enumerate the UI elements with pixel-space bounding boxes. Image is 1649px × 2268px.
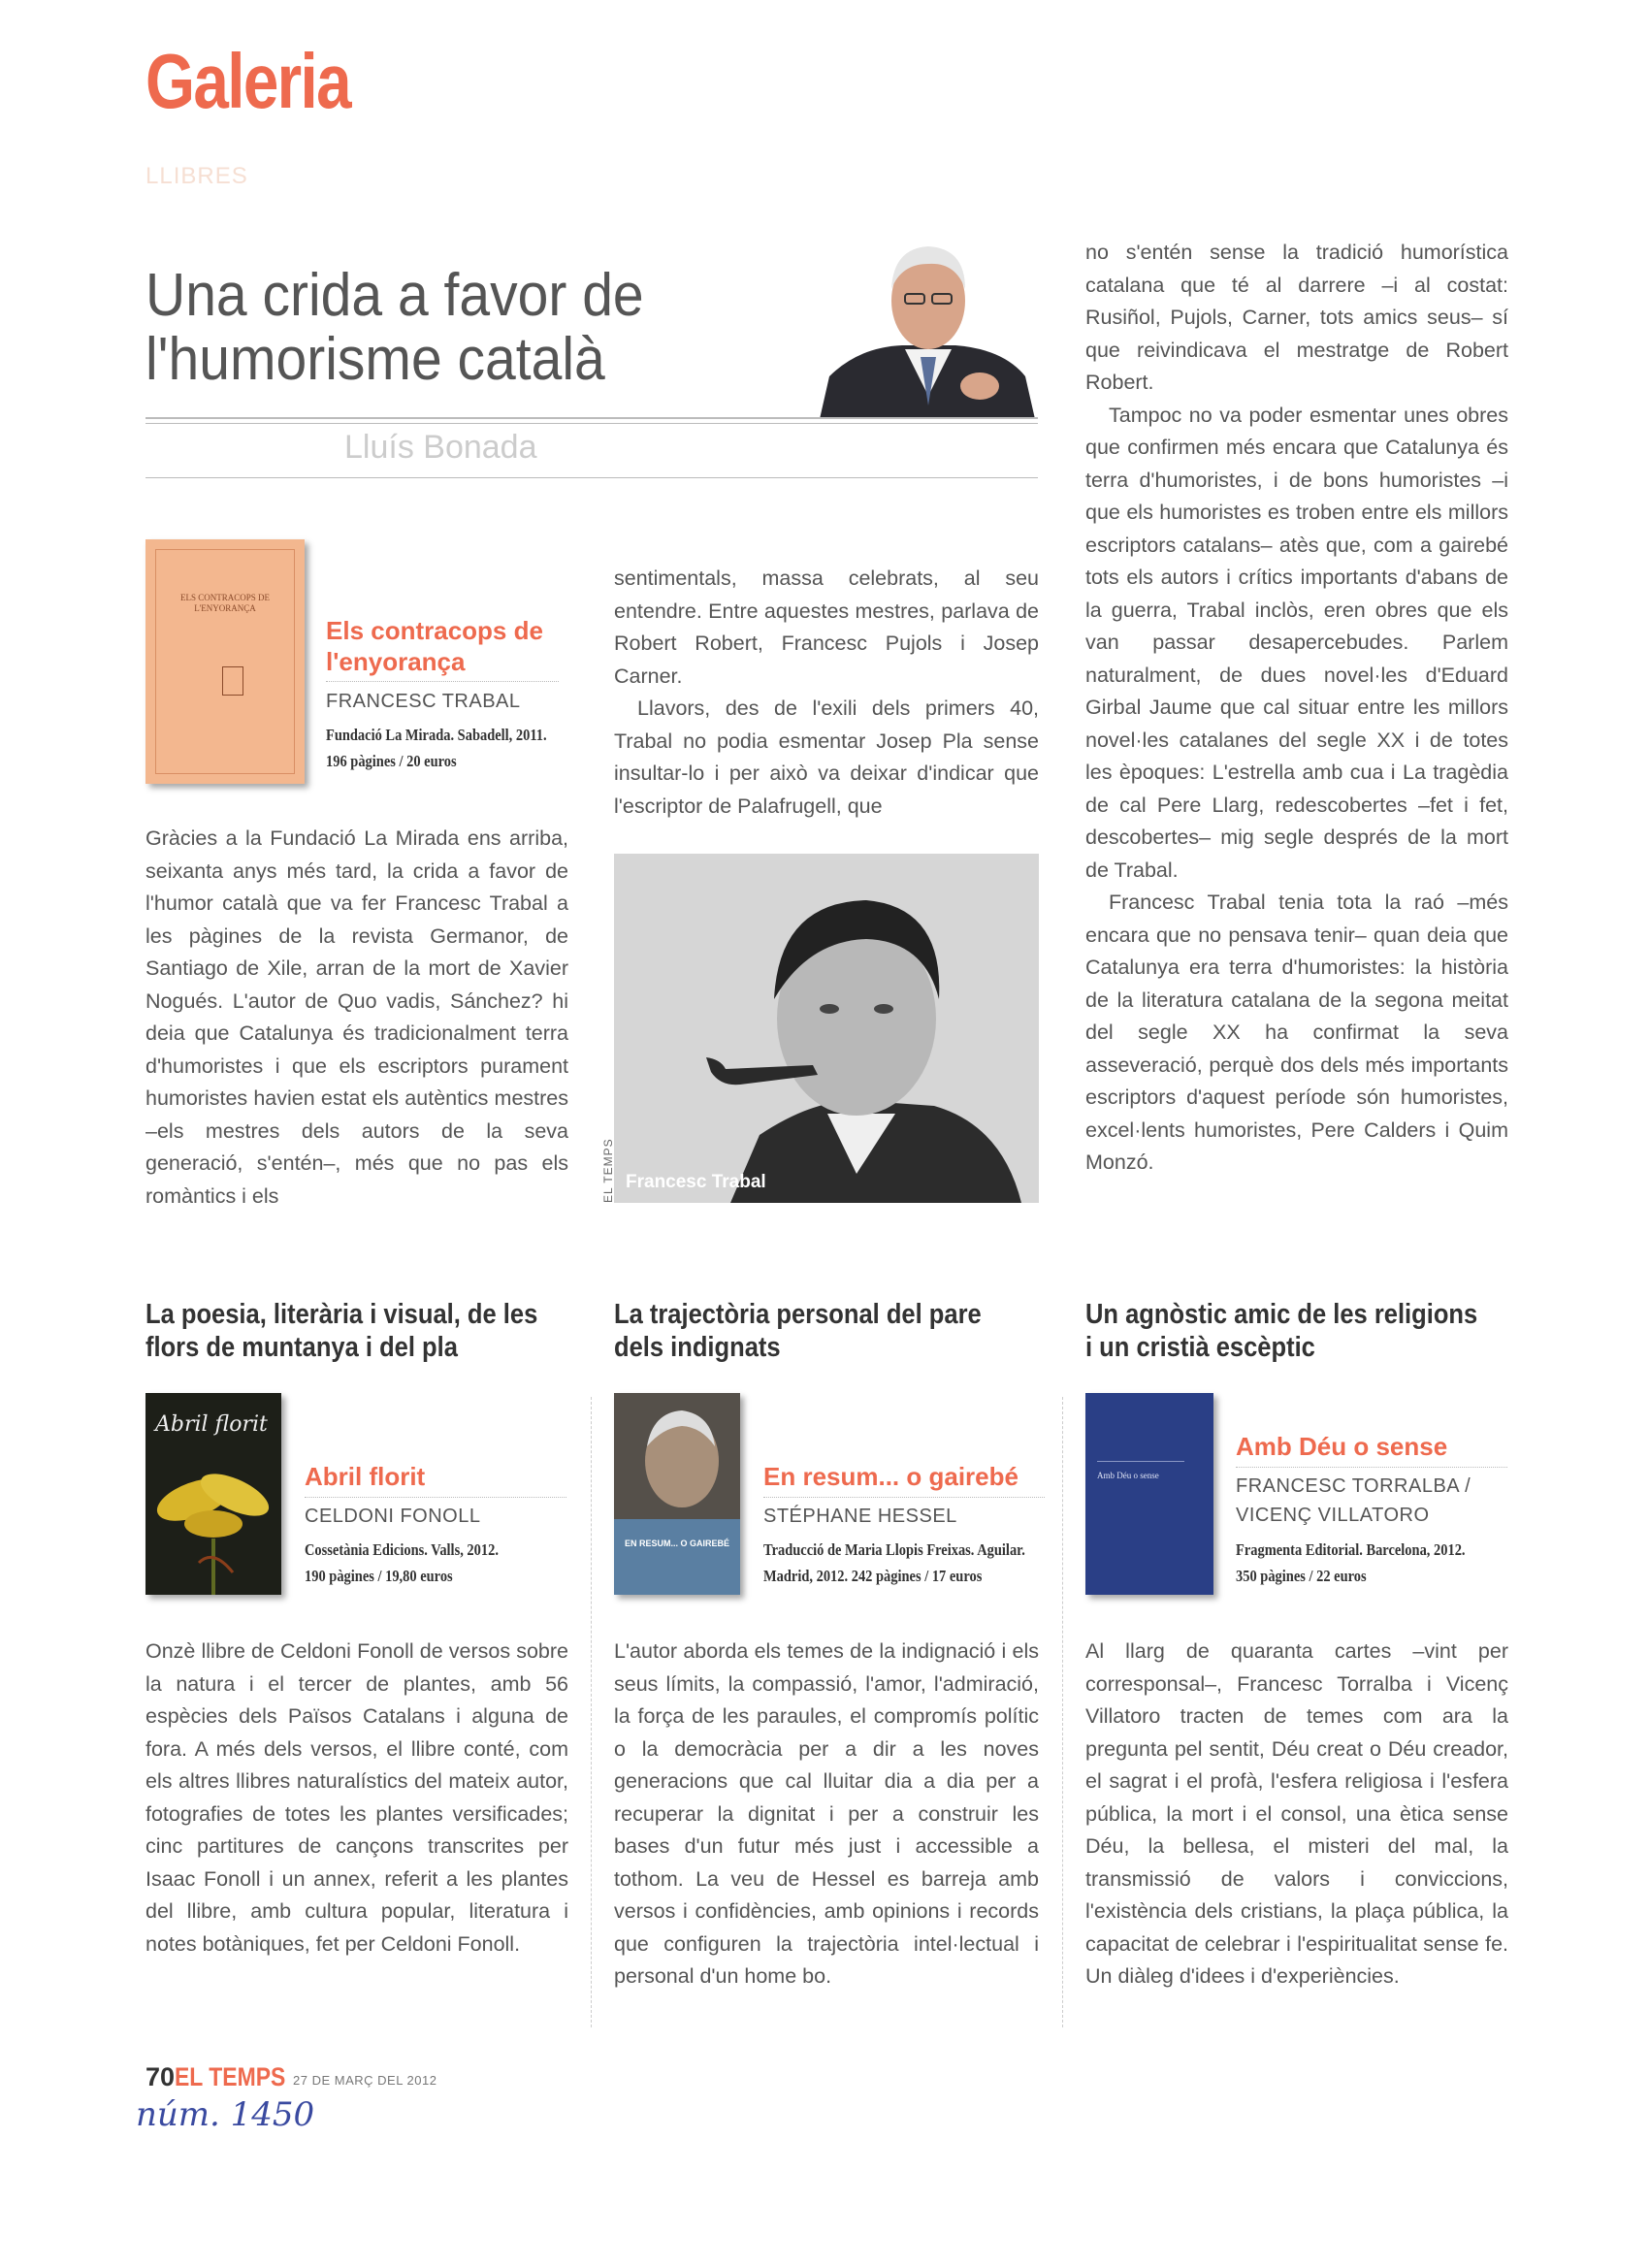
column-divider: [591, 1397, 592, 2027]
review-info-rule: [763, 1497, 1045, 1498]
headline-rule: [146, 417, 1038, 419]
review-book-title: Abril florit: [305, 1462, 426, 1491]
cover-title: Amb Déu o sense: [1097, 1471, 1159, 1480]
review-book-publisher: Fragmenta Editorial. Barcelona, 2012.: [1236, 1540, 1466, 1559]
review-paragraph: Onzè llibre de Celdoni Fonoll de versos sobre la natura i el tercer de plantes, amb 56 espècies dels Països Catalans i alguna de fora. A més dels versos, el llibre conté, com els altres llibres naturalístics del mateix autor, fotografies de totes les plantes versificades; cinc partitures de cançons transcrites per Isaac Fonoll i un annex, referit a les plantes del llibre, amb cultura popular, literatura i notes botàniques, fet per Celdoni Fonoll.: [146, 1639, 568, 1956]
section-label: LLIBRES: [146, 163, 248, 189]
review-book-author: STÉPHANE HESSEL: [763, 1506, 957, 1527]
review-book-author: FRANCESC TORRALBA / VICENÇ VILLATORO: [1236, 1475, 1471, 1526]
book-details: 196 pàgines / 20 euros: [326, 752, 457, 770]
review-body: [614, 1636, 1039, 2024]
review-book-details: Madrid, 2012. 242 pàgines / 17 euros: [763, 1567, 983, 1585]
review-book-title: Amb Déu o sense: [1236, 1432, 1448, 1461]
review-heading: La poesia, literària i visual, de les flors de muntanya i del pla: [146, 1299, 538, 1363]
magazine-name: EL TEMPS: [175, 2062, 286, 2091]
photo-caption: Francesc Trabal: [626, 1172, 766, 1192]
photo-credit: EL TEMPS: [601, 1138, 615, 1203]
article-paragraph: Gràcies a la Fundació La Mirada ens arriba, seixanta anys més tard, la crida a favor de l'humor català que va fer Francesc Trabal a les pàgines de la revista Germanor, de Santiago de Xile, arran de la mort de Xavier Nogués. L'autor de Quo vadis, Sánchez? hi deia que Catalunya és tradicionalment terra d'humoristes i que els escriptors purament humoristes havien estat els autèntics mestres –els mestres dels autors de la seva generació, s'entén–, més que no pas els romàntics i els: [146, 826, 568, 1208]
book-author: FRANCESC TRABAL: [326, 691, 521, 712]
article-paragraph: Llavors, des de l'exili dels primers 40, Trabal no podia esmentar Josep Pla sense insultar-lo i per això va deixar d'indicar que l'escriptor de Palafrugell, que: [614, 697, 1039, 818]
issue-date: 27 DE MARÇ DEL 2012: [293, 2073, 437, 2088]
review-info-rule: [305, 1497, 566, 1498]
author-portrait: [820, 241, 1035, 419]
review-book-publisher: Traducció de Maria Llopis Freixas. Aguilar.: [763, 1540, 1025, 1559]
review-heading: Un agnòstic amic de les religions i un cristià escèptic: [1085, 1299, 1478, 1363]
flower-cover-icon: [146, 1393, 281, 1595]
cover-title: EN RESUM... O GAIREBÉ: [624, 1539, 729, 1548]
review-paragraph: L'autor aborda els temes de la indignació i els seus límits, la compassió, l'amor, l'admiració, la força de les paraules, el compromís polític o la democràcia per a dir a les noves generacions que cal lluitar dia a dia per a recuperar la dignitat i per a construir les bases d'un futur més just i accessible a tothom. La veu de Hessel es barreja amb versos i confidències, amb opinions i records que configuren la trajectòria intel·lectual i personal d'un home bo.: [614, 1639, 1039, 1988]
article-paragraph: Francesc Trabal tenia tota la raó –més encara que no pensava tenir– quan deia que Catalunya era terra d'humoristes: la història de la literatura catalana de la segona meitat del segle XX ha confirmat la seva asseveració, perquè dos dels més importants escriptors d'aquest període són humoristes, excel·lents humoristes, Pere Calders i Quim Monzó.: [1085, 891, 1508, 1174]
cover-title: Abril florit: [155, 1412, 268, 1437]
trabal-portrait-icon: [614, 854, 1039, 1203]
book-cover-en-resum: [614, 1393, 740, 1595]
byline-rule: [146, 477, 1038, 478]
column-divider: [1062, 1397, 1063, 2027]
review-book-publisher: Cossetània Edicions. Valls, 2012.: [305, 1540, 499, 1559]
review-heading: La trajectòria personal del pare dels indignats: [614, 1299, 982, 1363]
book-cover-abril-florit: [146, 1393, 281, 1595]
portrait-photo-icon: [820, 241, 1035, 419]
article-column-1: [146, 823, 568, 1216]
article-paragraph: no s'entén sense la tradició humorística catalana que té al darrere –i al costat: Rusiñol, Pujols, Carner, tots amics seus– sí que reivindicava el mestratge de Robert Robert.: [1085, 241, 1508, 394]
article-paragraph: Tampoc no va poder esmentar unes obres que confirmen més encara que Catalunya és terra d'humoristes, i de bons humoristes –i que els humoristes es troben entre els millors escriptors catalans– atès que, com a gairebé tots els autors i crítics importants d'abans de la guerra, Trabal inclòs, eren obres que els van passar desapercebudes. Parlem naturalment, de dues novel·les d'Eduard Girbal Jaume que cal situar entre les millors novel·les catalanes del segle XX i de totes les èpoques: L'estrella amb cua i La tragèdia de cal Pere Llarg, redescobertes –fet i fet, descobertes– mig segle després de la mort de Trabal.: [1085, 403, 1508, 882]
review-body: [1085, 1636, 1508, 2024]
page-number: 70: [146, 2062, 176, 2091]
book-title: Els contracops de l'enyorança: [326, 616, 543, 676]
review-paragraph: Al llarg de quaranta cartes –vint per corresponsal–, Francesc Torralba i Vicenç Villatoro tracten de temes com ara la pregunta pel sentit, Déu creat o Déu creador, el sagrat i el profà, l'esfera religiosa i l'esfera pública, la mort i el consol, una ètica sense Déu, la bellesa, el misteri del mal, la transmissió de valors i conviccions, l'existència dels cristians, la plaça pública, la capacitat de celebrar i l'espiritualitat sense fe. Un diàleg d'idees i d'experiències.: [1085, 1639, 1508, 1988]
article-paragraph: sentimentals, massa celebrats, al seu entendre. Entre aquestes mestres, parlava de Robert Robert, Francesc Pujols i Josep Carner.: [614, 567, 1039, 688]
article-headline: Una crida a favor de l'humorisme català: [146, 262, 644, 393]
byline: Lluís Bonada: [344, 429, 537, 466]
review-book-details: 190 pàgines / 19,80 euros: [305, 1567, 453, 1585]
section-title: Galeria: [146, 38, 350, 124]
handwritten-note: núm. 1450: [136, 2095, 315, 2134]
cover-emblem-icon: [222, 666, 243, 696]
book-info-rule: [326, 681, 559, 682]
review-book-title: En resum... o gairebé: [763, 1462, 1018, 1491]
trabal-photo: [614, 854, 1039, 1203]
review-book-details: 350 pàgines / 22 euros: [1236, 1567, 1367, 1585]
book-cover-amb-deu: [1085, 1393, 1213, 1595]
review-info-rule: [1236, 1467, 1507, 1468]
book-publisher: Fundació La Mirada. Sabadell, 2011.: [326, 726, 547, 744]
headline-rule-2: [146, 423, 1038, 424]
review-body: [146, 1636, 568, 2024]
hessel-cover-icon: [614, 1393, 740, 1519]
review-book-author: CELDONI FONOLL: [305, 1506, 481, 1527]
article-column-2: [614, 563, 1039, 825]
book-cover-contracops: [146, 539, 305, 784]
article-column-3: [1085, 237, 1508, 1211]
cover-title: ELS CONTRACOPS DE L'ENYORANÇA: [179, 593, 270, 613]
